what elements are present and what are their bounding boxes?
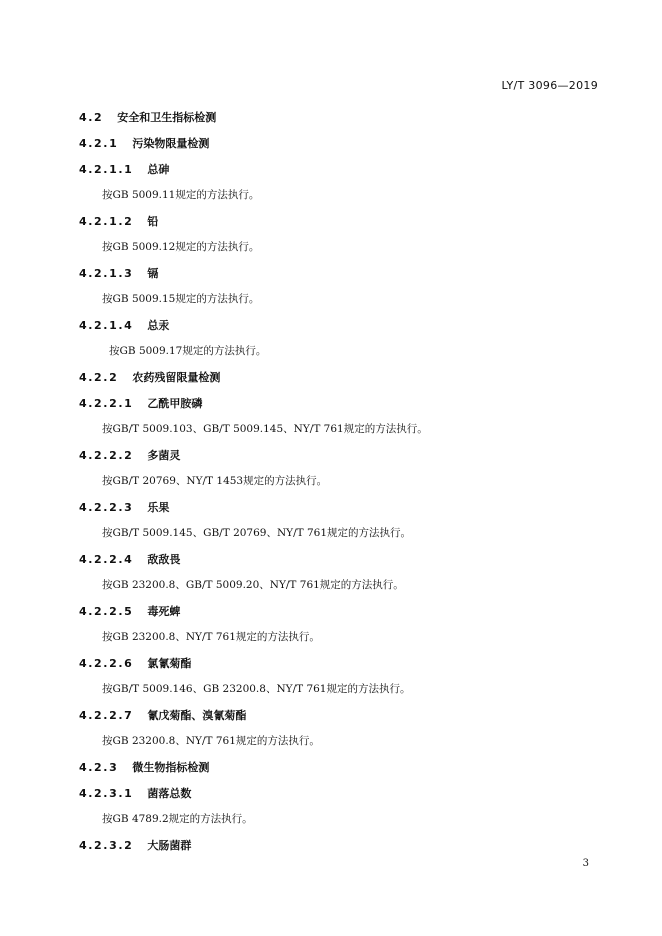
section-heading — [79, 837, 191, 853]
section-body: 按GB/T 5009.146、GB 23200.8、NY/T 761规定的方法执行。 — [102, 683, 411, 695]
section-heading — [79, 447, 180, 463]
section-heading — [79, 265, 158, 281]
section-number: 4.2.3 — [79, 761, 119, 774]
section-number: 4.2.2.6 — [79, 657, 134, 670]
section-body: 按GB 23200.8、GB/T 5009.20、NY/T 761规定的方法执行。 — [102, 579, 404, 591]
section-heading — [79, 369, 220, 385]
section-body: 按GB/T 5009.103、GB/T 5009.145、NY/T 761规定的方法执行。 — [102, 423, 428, 435]
section-title: 总砷 — [147, 163, 170, 176]
section-number: 4.2.1.3 — [79, 267, 134, 280]
section-heading — [79, 395, 202, 411]
section-title: 氯氰菊酯 — [147, 657, 192, 670]
page-number: 3 — [582, 858, 589, 869]
section-title: 铅 — [147, 215, 159, 228]
section-heading — [79, 655, 191, 671]
section-number: 4.2.1.2 — [79, 215, 134, 228]
standard-code: LY/T 3096—2019 — [501, 79, 598, 92]
section-heading — [79, 551, 180, 567]
section-body: 按GB/T 5009.145、GB/T 20769、NY/T 761规定的方法执行。 — [102, 527, 412, 539]
section-number: 4.2 — [79, 111, 104, 124]
section-number: 4.2.2 — [79, 371, 119, 384]
section-number: 4.2.1.1 — [79, 163, 134, 176]
section-number: 4.2.3.1 — [79, 787, 134, 800]
section-body: 按GB 5009.11规定的方法执行。 — [102, 189, 260, 201]
section-number: 4.2.2.7 — [79, 709, 134, 722]
section-title: 安全和卫生指标检测 — [117, 111, 217, 124]
section-heading — [79, 759, 209, 775]
section-body: 按GB 5009.15规定的方法执行。 — [102, 293, 260, 305]
section-title: 农药残留限量检测 — [132, 371, 221, 384]
section-title: 大肠菌群 — [147, 839, 192, 852]
section-body: 按GB 5009.12规定的方法执行。 — [102, 241, 260, 253]
section-body: 按GB/T 20769、NY/T 1453规定的方法执行。 — [102, 475, 328, 487]
section-body: 按GB 23200.8、NY/T 761规定的方法执行。 — [102, 631, 320, 643]
section-body: 按GB 5009.17规定的方法执行。 — [109, 345, 267, 357]
section-title: 氰戊菊酯、溴氰菊酯 — [147, 709, 247, 722]
section-heading — [79, 161, 169, 177]
section-heading — [79, 707, 246, 723]
section-number: 4.2.2.3 — [79, 501, 134, 514]
section-title: 多菌灵 — [147, 449, 181, 462]
section-number: 4.2.1 — [79, 137, 119, 150]
section-body: 按GB 23200.8、NY/T 761规定的方法执行。 — [102, 735, 320, 747]
section-number: 4.2.2.4 — [79, 553, 134, 566]
section-title: 毒死蜱 — [147, 605, 181, 618]
section-heading — [79, 317, 169, 333]
section-title: 乙酰甲胺磷 — [147, 397, 203, 410]
section-title: 镉 — [147, 267, 159, 280]
section-number: 4.2.2.2 — [79, 449, 134, 462]
section-title: 微生物指标检测 — [132, 761, 210, 774]
section-heading — [79, 603, 180, 619]
section-number: 4.2.1.4 — [79, 319, 134, 332]
section-title: 污染物限量检测 — [132, 137, 210, 150]
section-title: 总汞 — [147, 319, 170, 332]
section-heading — [79, 135, 209, 151]
section-number: 4.2.2.1 — [79, 397, 134, 410]
section-heading — [79, 785, 191, 801]
section-heading — [79, 109, 216, 125]
section-title: 敌敌畏 — [147, 553, 181, 566]
section-heading — [79, 499, 169, 515]
section-number: 4.2.3.2 — [79, 839, 134, 852]
section-number: 4.2.2.5 — [79, 605, 134, 618]
section-title: 乐果 — [147, 501, 170, 514]
section-body: 按GB 4789.2规定的方法执行。 — [102, 813, 253, 825]
section-title: 菌落总数 — [147, 787, 192, 800]
section-heading — [79, 213, 158, 229]
